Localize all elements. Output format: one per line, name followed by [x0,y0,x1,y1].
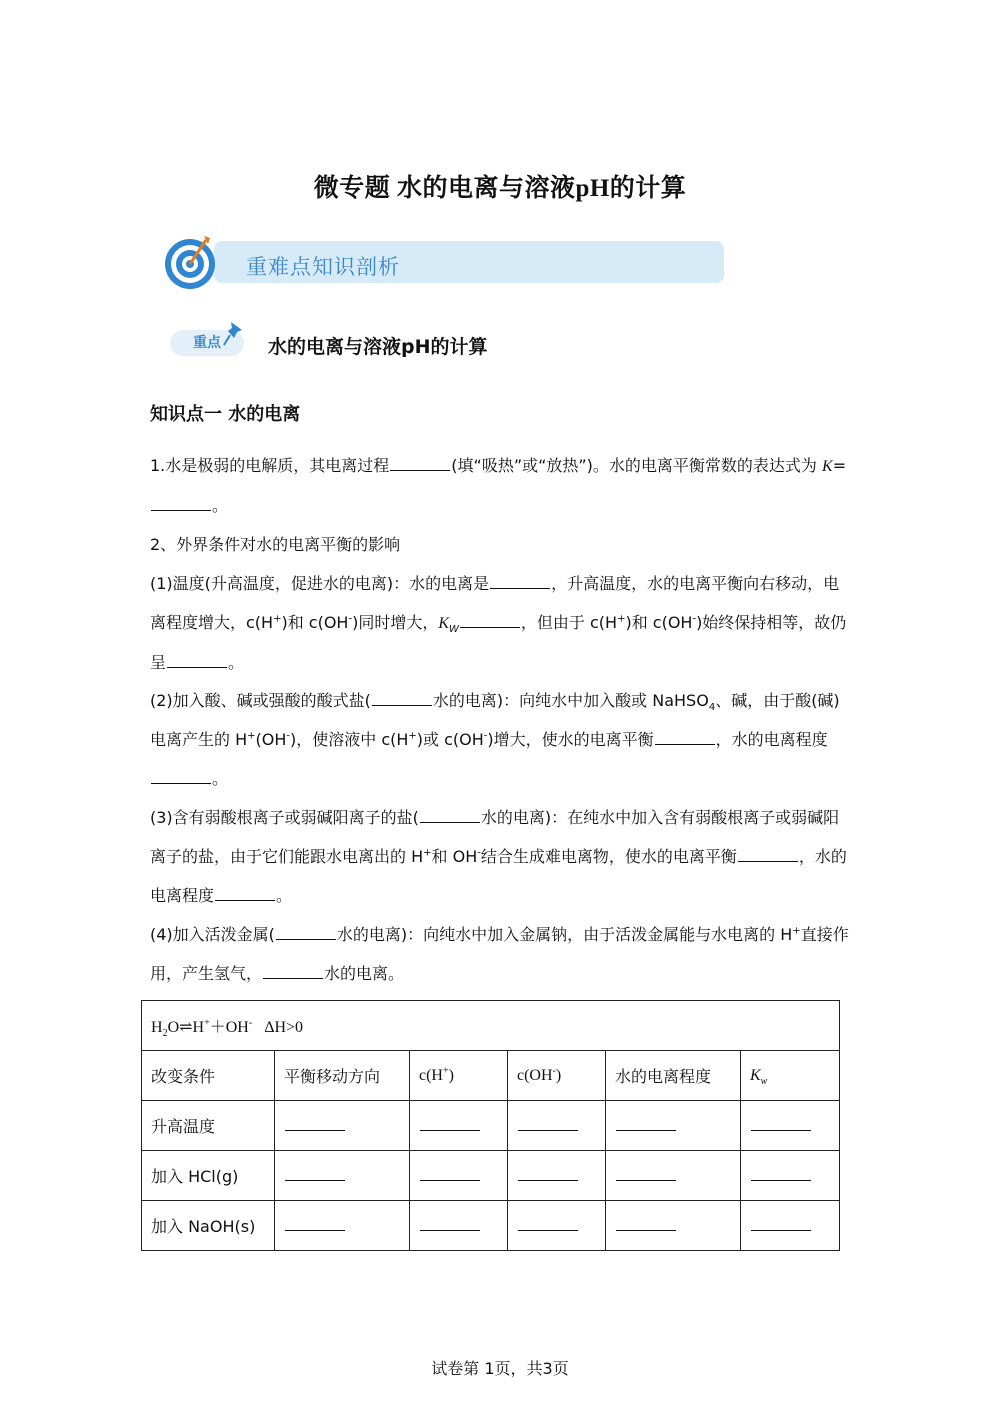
table-row [142,1201,840,1251]
fill-blank[interactable] [460,626,520,628]
table-row [142,1101,840,1151]
answer-cell[interactable] [275,1151,410,1201]
paragraph-2: 2、外界条件对水的电离平衡的影响 [150,535,401,554]
answer-cell[interactable] [410,1151,508,1201]
section-banner [162,232,732,294]
paragraph-5: (3)含有弱酸根离子或弱碱阳离子的盐( 水的电离)：在纯水中加入含有弱酸根离子或弱碱阳离子的盐，由于它们能跟水电离出的 H+和 OH-结合生成难电离物，使水的电离平衡 ，水的电离程度 。 [150,808,847,905]
answer-cell[interactable] [410,1201,508,1251]
table-row [142,1151,840,1201]
fill-blank[interactable] [215,899,275,901]
fill-blank[interactable] [167,666,227,668]
condition-cell: 加入 NaOH(s) [142,1201,275,1251]
answer-cell[interactable] [275,1101,410,1151]
answer-cell[interactable] [275,1201,410,1251]
fill-blank[interactable] [420,821,480,823]
answer-cell[interactable] [606,1151,741,1201]
fill-blank[interactable] [151,509,211,511]
table-row [142,1001,840,1051]
table-header-row [142,1051,840,1101]
answer-cell[interactable] [741,1151,840,1201]
answer-cell[interactable] [410,1101,508,1151]
paragraph-4: (2)加入酸、碱或强酸的酸式盐( 水的电离)：向纯水中加入酸或 NaHSO$_4$、碱，由于酸(碱)电离产生的 H+(OH-)，使溶液中 c(H+)或 c(OH-)增大，使水的电离平衡 ，水的电离程度。 [150,691,840,788]
banner-text: 重难点知识剖析 [246,255,400,279]
paragraph-3: (1)温度(升高温度，促进水的电离)：水的电离是 ，升高温度，水的电离平衡向右移动，电离程度增大，c(H+)和 c(OH-)同时增大，$K_W$ ，但由于 c(H+)和 c(OH-)始终保持相等，故仍呈 。 [150,574,847,672]
header-cell: c(H+) [410,1051,508,1101]
header-cell: $K_w$ [741,1051,840,1101]
fill-blank[interactable] [263,977,323,979]
answer-cell[interactable] [606,1101,741,1151]
answer-cell[interactable] [508,1101,606,1151]
page-title: 微专题 水的电离与溶液pH的计算 [313,175,687,202]
header-cell: 改变条件 [142,1051,275,1101]
fill-blank[interactable] [738,860,798,862]
header-cell: 平衡移动方向 [275,1051,410,1101]
fill-blank[interactable] [276,938,336,940]
fill-blank[interactable] [151,782,211,784]
paragraph-6: (4)加入活泼金属( 水的电离)：向纯水中加入金属钠，由于活泼金属能与水电离的 H+直接作用，产生氢气， 水的电离。 [150,925,849,983]
condition-cell: 升高温度 [142,1101,275,1151]
header-cell: c(OH-) [508,1051,606,1101]
page-footer: 试卷第 1页，共3页 [431,1359,569,1378]
fill-blank[interactable] [655,743,715,745]
fill-blank[interactable] [390,469,450,471]
keypoint-badge: 重点 [170,330,244,356]
conditions-table [141,1000,840,1251]
fill-blank[interactable] [490,587,550,589]
section-heading: 知识点一 水的电离 [150,404,301,425]
answer-cell[interactable] [741,1201,840,1251]
keypoint-title: 水的电离与溶液pH的计算 [268,336,488,358]
target-icon [162,232,222,292]
answer-cell[interactable] [606,1201,741,1251]
paragraph-1: 1.水是极弱的电解质，其电离过程 (填“吸热”或“放热”)。水的电离平衡常数的表达式为 K=。 [150,456,847,515]
answer-cell[interactable] [741,1101,840,1151]
answer-cell[interactable] [508,1151,606,1201]
condition-cell: 加入 HCl(g) [142,1151,275,1201]
answer-cell[interactable] [508,1201,606,1251]
equation-cell: $H_2O\rightleftharpoons H^++OH^-$ ΔH>0 [142,1001,840,1051]
keypoint-header [168,320,568,364]
pushpin-icon [222,320,248,348]
header-cell: 水的电离程度 [606,1051,741,1101]
fill-blank[interactable] [372,704,432,706]
